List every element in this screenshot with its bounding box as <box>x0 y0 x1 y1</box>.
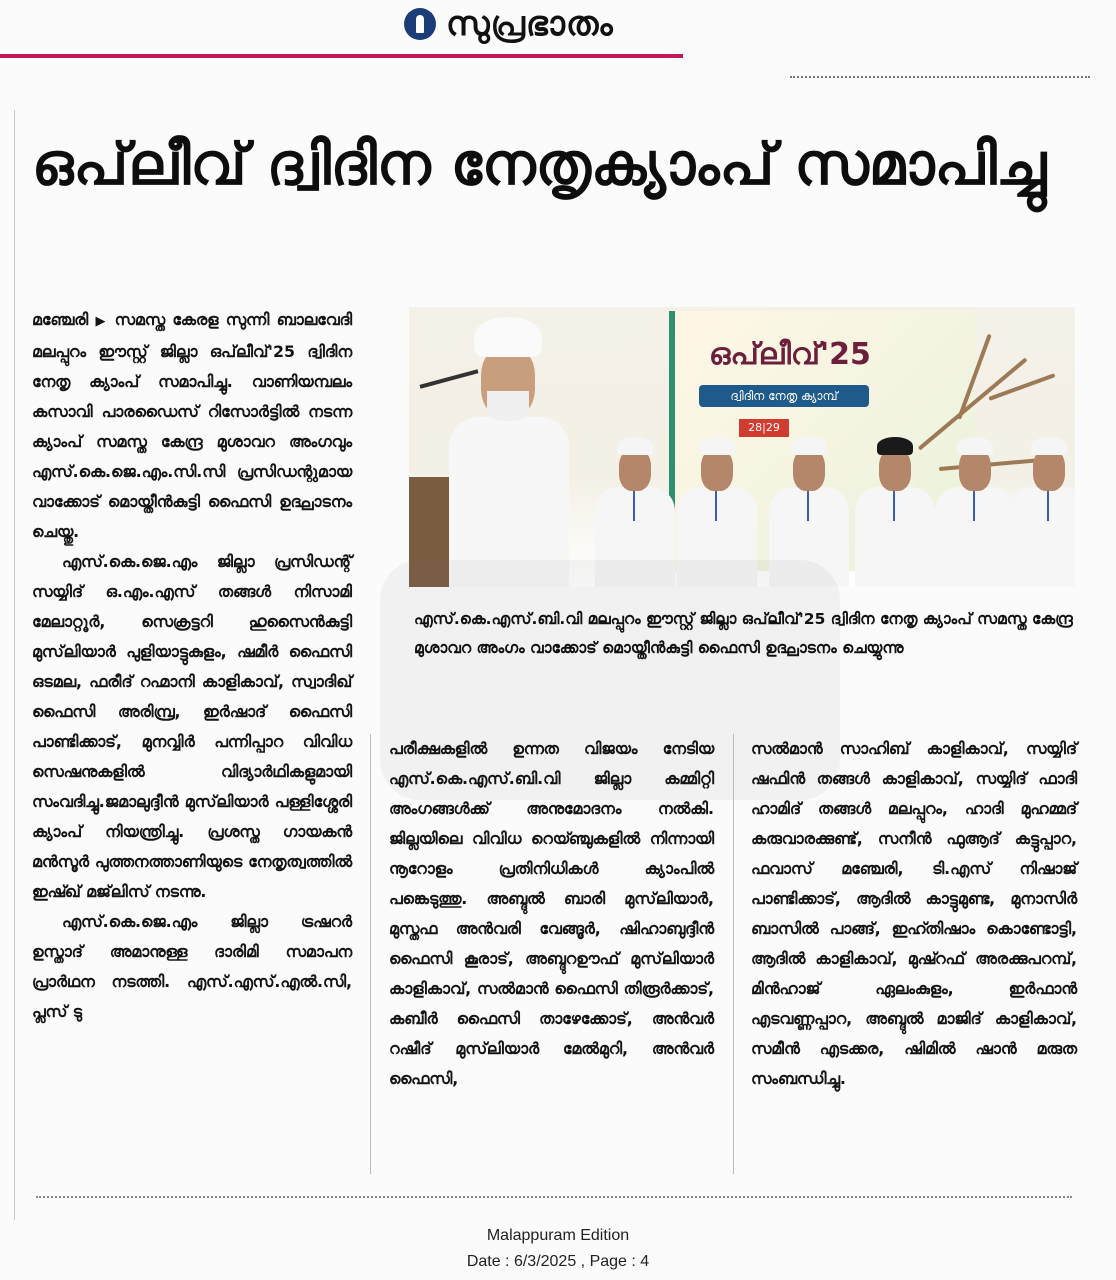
article-column-3 <box>751 734 1077 1094</box>
column-divider <box>370 734 371 1174</box>
article-paragraph: എസ്.കെ.ജെ.എം ജില്ലാ ട്രഷറർ ഉസ്താദ് അമാനുള്ള ദാരിമി സമാപന പ്രാർഥന നടത്തി. എസ്.എസ്.എൽ.സി, പ്ലസ് ടു <box>32 912 352 1021</box>
date-page-label: Date : 6/3/2025 , Page : 4 <box>466 1253 650 1270</box>
footer-dotted-rule <box>36 1196 1072 1198</box>
banner-date: 28|29 <box>739 419 789 437</box>
article-paragraph <box>32 305 352 547</box>
article-paragraph: എസ്.കെ.ജെ.എം ജില്ലാ പ്രസിഡന്റ് സയ്യിദ് ഒ.എം.എസ് തങ്ങൾ നിസാമി മേലാറ്റൂർ, സെക്രട്ടറി ഹുസൈൻകുട്ടി മുസ്‌ലിയാർ പുളിയാട്ടുകുളം, ഷമീർ ഫൈസി ഒടമല, ഫരീദ് റഹ്മാനി കാളികാവ്, സ്വാദിഖ് ഫൈസി അരിമ്പ്ര, ഇർഷാദ് ഫൈസി പാണ്ടിക്കാട്, മുനവ്വിർ പന്നിപ്പാറ വിവിധ സെഷനുകളിൽ വിദ്യാർഥികളുമായി സംവദിച്ചു.ജമാലുദ്ദീൻ മുസ്‌ലിയാർ പള്ളിശ്ശേരി ക്യാംപ് നിയന്ത്രിച്ചു. പ്രശസ്ത ഗായകൻ മൻസൂർ പുത്തനത്താണിയുടെ നേതൃത്വത്തിൽ ഇഷ്ഖ് മജ്‌ലിസ് നടന്നു. <box>32 552 352 901</box>
attendee-figure <box>849 437 941 587</box>
dateline: മഞ്ചേരി <box>32 310 89 329</box>
masthead-rule <box>0 54 683 58</box>
article-paragraph: സൽമാൻ സാഹിബ് കാളികാവ്, സയ്യിദ് ഷഫിൻ തങ്ങൾ കാളികാവ്, സയ്യിദ് ഫാദി ഹാമിദ് തങ്ങൾ മലപ്പുറം, ഹാദി മുഹമ്മദ് കരുവാരക്കുണ്ട്, സനീൻ ഫുആദ് കട്ടുപ്പാറ, ഫവാസ് മഞ്ചേരി, ടി.എസ് നിഷാജ് പാണ്ടിക്കാട്, ആദിൽ കാട്ടുമുണ്ട, മുനാസിർ ബാസിൽ പാങ്ങ്, ഇഹ്തിഷാം കൊണ്ടോട്ടി, ആദിൽ കാളികാവ്, മുഷ്റഫ് അരക്കുപറമ്പ്, മിൻഹാജ് ഏലംകുളം, ഇർഫാൻ എടവണ്ണപ്പാറ, അബ്ദുൽ മാജിദ് കാളികാവ്, സമീൻ എടക്കര, ഷിമിൽ ഷാൻ മരുത സംബന്ധിച്ചു. <box>751 739 1077 1088</box>
article-column-2 <box>389 734 714 1094</box>
speaker-figure <box>439 317 579 587</box>
page-margin-rule <box>14 110 15 1220</box>
newspaper-name: സുപ്രഭാതം <box>446 4 614 44</box>
news-photo <box>409 307 1075 587</box>
dateline-arrow-icon: ▶ <box>95 314 108 329</box>
article-column-1 <box>32 305 352 1027</box>
paragraph-text: സമസ്ത കേരള സുന്നി ബാലവേദി മലപ്പുറം ഈസ്റ്റ് ജില്ലാ ഒപ്‌ലീവ്'25 ദ്വിദിന നേതൃ ക്യാംപ് സമാപിച്ചു. വാണിയമ്പലം കസാവി പാരഡൈസ് റിസോർട്ടിൽ നടന്ന ക്യാംപ് സമസ്ത കേന്ദ്ര മുശാവറ അംഗവും എസ്.കെ.ജെ.എം.സി.സി പ്രസിഡന്റുമായ വാക്കോട് മൊയ്തീൻകുട്ടി ഫൈസി ഉദ്ഘാടനം ചെയ്തു. <box>32 310 353 541</box>
photo-caption: എസ്.കെ.എസ്.ബി.വി മലപ്പുറം ഈസ്റ്റ് ജില്ലാ ഒപ്‌ലീവ്'25 ദ്വിദിന നേതൃ ക്യാംപ് സമസ്ത കേന്ദ്ര മുശാവറ അംഗം വാക്കോട് മൊയ്തീൻകുട്ടി ഫൈസി ഉദ്ഘാടനം ചെയ്യുന്നു <box>414 610 1073 657</box>
newspaper-logo <box>404 4 614 44</box>
column-divider <box>733 734 734 1174</box>
masthead-dotted-rule <box>790 76 1090 78</box>
pen-nib-icon <box>404 8 436 40</box>
edition-label: Malappuram Edition <box>486 1227 630 1244</box>
attendee-figure <box>1003 437 1075 587</box>
headline: ഒപ്‌ലീവ് ദ്വിദിന നേതൃക്യാംപ് സമാപിച്ചു <box>32 130 1047 198</box>
banner-title: ഒപ്‌ലീവ്'25 <box>709 337 871 372</box>
article-paragraph: പരീക്ഷകളിൽ ഉന്നത വിജയം നേടിയ എസ്.കെ.എസ്.ബി.വി ജില്ലാ കമ്മിറ്റി അംഗങ്ങൾക്ക് അനുമോദനം നൽകി. ജില്ലയിലെ വിവിധ റെയ്ഞ്ചുകളിൽ നിന്നായി നൂറോളം പ്രതിനിധികൾ ക്യാംപിൽ പങ്കെടുത്തു. അബ്ദുൽ ബാരി മുസ്‌ലിയാർ, മുസ്തഫ അൻവരി വേങ്ങൂർ, ഷിഹാബുദ്ദീൻ ഫൈസി കൂരാട്, അബ്ദുറഊഫ് മുസ്‌ലിയാർ കാളികാവ്, സൽമാൻ ഫൈസി തിരൂർക്കാട്, കബീർ ഫൈസി താഴേക്കോട്, അൻവർ റഷീദ് മുസ്‌ലിയാർ മേൽമുറി, അൻവർ ഫൈസി, <box>389 739 714 1088</box>
banner-subtitle: ദ്വിദിന നേതൃ ക്യാമ്പ് <box>699 385 869 407</box>
masthead <box>0 0 1116 70</box>
